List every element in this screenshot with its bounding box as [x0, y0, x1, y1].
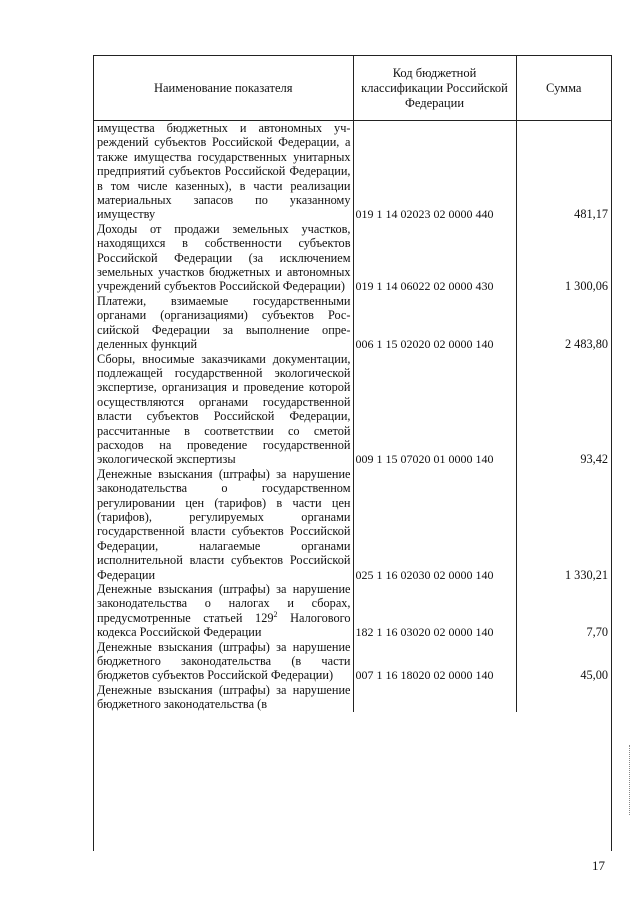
row-name: Сборы, вносимые заказчиками документации, подлежащей государственной экологической экспертизе, организация и проведение которой осуществляются органами государственной власти субъектов Российской Федерации, рассчитанные в соответствии со сметой расходов на проведение государственной экологической экспертизы — [97, 351, 351, 467]
margin-mark — [629, 745, 631, 815]
page-number: 17 — [592, 858, 605, 873]
article-superscript: 2 — [273, 609, 278, 619]
row-sum: 7,70 — [516, 582, 611, 640]
row-name-text: Денежные взыскания (штрафы) за нарушение законодательства о налогах и сборах, предусмотренные статьей 129 — [97, 582, 351, 625]
row-sum: 1 300,06 — [516, 222, 611, 294]
table-row — [94, 352, 611, 467]
table-row — [94, 222, 611, 294]
row-name — [94, 582, 353, 640]
row-name: Платежи, взимаемые государственными органами (организациями) субъектов Российской Федерации за выполнение определенных функций — [97, 293, 351, 352]
row-sum: 93,42 — [516, 352, 611, 467]
budget-table-frame — [93, 55, 612, 851]
row-code: 009 1 15 07020 01 0000 140 — [353, 352, 516, 467]
table-header-row — [94, 56, 611, 121]
header-code: Код бюджетной классификации Российской Федерации — [353, 56, 516, 121]
row-code: 182 1 16 03020 02 0000 140 — [353, 582, 516, 640]
row-name: Доходы от продажи земельных участков, находящихся в собственности субъектов Российской Федерации (за исключением земельных участков бюджетных и автономных учреждений субъектов Российской Федерации) — [97, 221, 351, 294]
row-sum: 2 483,80 — [516, 294, 611, 352]
row-name: Денежные взыскания (штрафы) за нарушение законодательства о государственном регулировании цен (тарифов) в части цен (тарифов), регулируемых органами государственной власти субъектов Российской Федерации, налагаемые органами исполнительной власти субъектов Российской Федерации — [97, 466, 351, 582]
table-row — [94, 683, 611, 712]
row-code: 019 1 14 02023 02 0000 440 — [353, 121, 516, 222]
row-name: Денежные взыскания (штрафы) за нарушение бюджетного законодательства (в части бюджетов субъектов Российской Федерации) — [97, 639, 351, 683]
row-code: 025 1 16 02030 02 0000 140 — [353, 467, 516, 582]
table-row — [94, 640, 611, 683]
table-row — [94, 467, 611, 582]
table-row — [94, 294, 611, 352]
row-name-text-tail: Налогового кодекса Российской Федерации — [97, 610, 351, 640]
row-code — [353, 683, 516, 712]
header-sum: Сумма — [516, 56, 611, 121]
row-sum: 1 330,21 — [516, 467, 611, 582]
table-row — [94, 582, 611, 640]
header-name: Наименование показателя — [94, 56, 353, 121]
row-name: Денежные взыскания (штрафы) за нарушение бюджетного законодательства (в — [97, 682, 351, 712]
row-name: имущества бюджетных и автономных учреждений субъектов Российской Федерации, а также имущества государственных унитарных предприятий субъектов Российской Федерации, в том числе казенных), в части реализации материальных запасов по указанному имуществу — [97, 121, 351, 222]
table-row — [94, 121, 611, 222]
budget-revenue-table — [94, 56, 611, 712]
row-code: 007 1 16 18020 02 0000 140 — [353, 640, 516, 683]
row-sum: 45,00 — [516, 640, 611, 683]
row-sum — [516, 683, 611, 712]
row-code: 019 1 14 06022 02 0000 430 — [353, 222, 516, 294]
row-code: 006 1 15 02020 02 0000 140 — [353, 294, 516, 352]
row-sum: 481,17 — [516, 121, 611, 222]
